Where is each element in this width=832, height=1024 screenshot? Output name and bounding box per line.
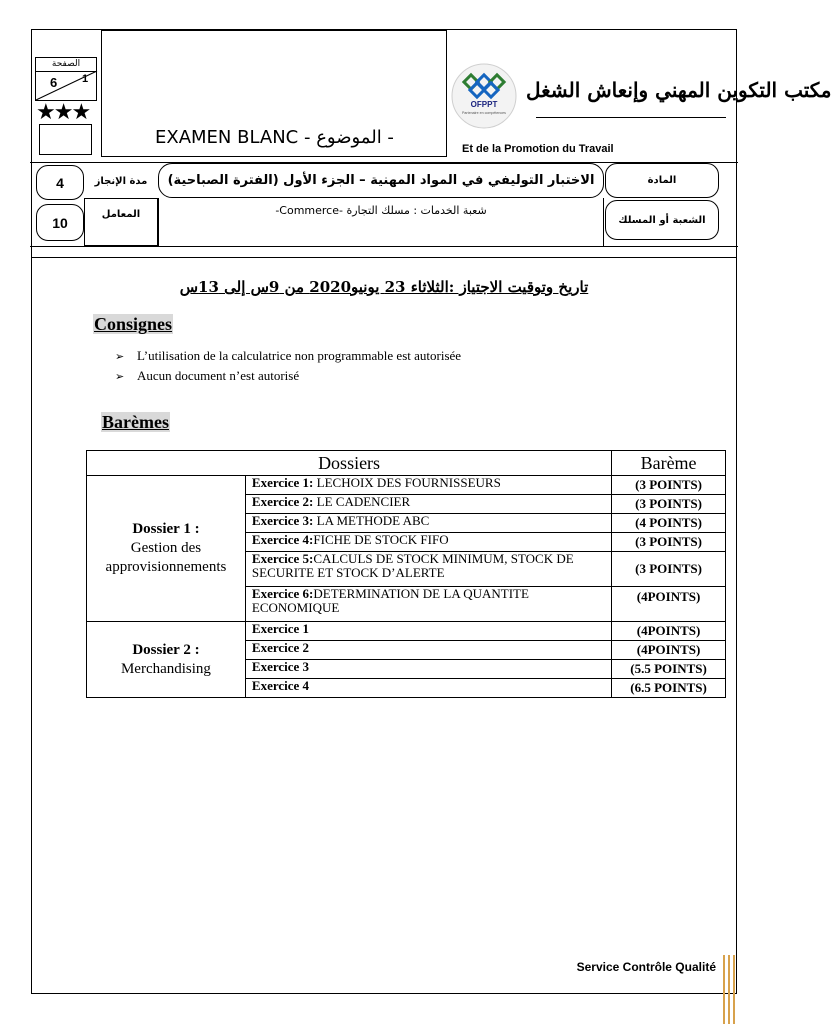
subject-value-box: [158, 163, 604, 198]
dossier-2-cell: [87, 622, 246, 698]
bareme-table: [86, 450, 726, 698]
exercise-label: Exercice 6:: [251, 586, 314, 601]
exercise-text: FICHE DE STOCK FIFO: [313, 532, 449, 547]
table-row: [87, 622, 726, 641]
consigne-text-2: Aucun document n’est autorisé: [137, 368, 300, 383]
branch-label: الشعبة أو المسلك: [605, 200, 719, 240]
exercise-label: Exercice 3:: [251, 513, 314, 528]
points-cell: (4POINTS): [612, 641, 726, 660]
exercise-text: LECHOIX DES FOURNISSEURS: [313, 475, 501, 490]
exercise-cell: [245, 587, 611, 622]
coefficient-value: 10: [36, 204, 84, 241]
col-dossiers: Dossiers: [87, 451, 612, 476]
org-name-french: Et de la Promotion du Travail: [462, 143, 614, 155]
org-name-arabic: مكتب التكوين المهني وإنعاش الشغل: [526, 78, 832, 102]
baremes-heading-wrap: [101, 412, 170, 433]
exercise-label: Exercice 5:: [251, 551, 314, 566]
blank-box: [39, 124, 92, 155]
consignes-heading: Consignes: [94, 314, 173, 334]
info-bottom-rule: [30, 246, 738, 247]
branch-value: شعبة الخدمات : مسلك التجارة -Commerce-: [275, 204, 487, 217]
org-underline: [536, 117, 726, 118]
exercise-text: LE CADENCIER: [313, 494, 411, 509]
page-label: الصفحة: [36, 58, 96, 72]
consigne-text-1: L’utilisation de la calculatrice non programmable est autorisée: [137, 348, 462, 363]
col-bareme: Barème: [612, 451, 726, 476]
dossier-1-title: Dossier 1 :: [132, 521, 200, 537]
logo-text: OFPPT: [470, 100, 498, 109]
exercise-cell: [245, 641, 611, 660]
dossier-1-cell: [87, 476, 246, 622]
exam-title: EXAMEN BLANC - الموضوع -: [155, 127, 394, 148]
consigne-item-1: [115, 348, 461, 364]
exercise-cell: [245, 660, 611, 679]
ofppt-logo-icon: [451, 63, 517, 129]
points-cell: (4POINTS): [612, 622, 726, 641]
points-cell: (6.5 POINTS): [612, 679, 726, 698]
exercise-label: Exercice 3: [251, 659, 310, 674]
dossier-2-subtitle: Merchandising: [120, 660, 211, 677]
exercise-cell: [245, 622, 611, 641]
duration-value: 4: [36, 165, 84, 200]
points-cell: (3 POINTS): [612, 533, 726, 552]
points-cell: (4 POINTS): [612, 514, 726, 533]
logo-tagline: Partenaire en compétences: [462, 111, 506, 115]
duration-label: مدة الإنجاز: [94, 175, 148, 187]
points-cell: (5.5 POINTS): [612, 660, 726, 679]
page-total: 6: [50, 75, 58, 90]
branch-value-box: [158, 198, 604, 246]
exercise-cell: [245, 495, 611, 514]
exercise-cell: [245, 552, 611, 587]
exercise-text: LA METHODE ABC: [313, 513, 430, 528]
exercise-label: Exercice 2:: [251, 494, 314, 509]
page-divider: [36, 71, 98, 101]
table-row: [87, 476, 726, 495]
arrow-bullet-icon: ➢: [115, 371, 125, 383]
exercise-text: DETERMINATION DE LA QUANTITE ECONOMIQUE: [251, 586, 529, 615]
coefficient-label: المعامل: [101, 208, 141, 220]
exercise-text: CALCULS DE STOCK MINIMUM, STOCK DE SECURITE ET STOCK D’ALERTE: [251, 551, 574, 580]
exercise-label: Exercice 2: [251, 640, 310, 655]
exercise-label: Exercice 4:: [251, 532, 314, 547]
page-number-box: [35, 57, 97, 101]
exercise-label: Exercice 1: [251, 621, 310, 636]
table-header-row: [87, 451, 726, 476]
side-stripe: [733, 955, 735, 1024]
subject-label: المادة: [605, 163, 719, 198]
exercise-label: Exercice 1:: [251, 475, 314, 490]
side-stripe: [728, 955, 730, 1024]
points-cell: (3 POINTS): [612, 476, 726, 495]
exercise-cell: [245, 514, 611, 533]
side-stripe: [723, 955, 725, 1024]
info-bottom-rule-2: [32, 257, 736, 258]
dossier-1-subtitle: Gestion des approvisionnements: [105, 540, 227, 575]
consignes-heading-wrap: [93, 314, 173, 335]
exercise-label: Exercice 4: [251, 678, 310, 693]
consigne-item-2: [115, 368, 299, 384]
points-cell: (3 POINTS): [612, 495, 726, 514]
arrow-bullet-icon: ➢: [115, 351, 125, 363]
dossier-2-title: Dossier 2 :: [132, 641, 200, 658]
exam-date-time: تاريخ وتوقيت الاجتياز :الثلاثاء 23 يونيو2020 من 9س إلى 13س: [179, 278, 589, 296]
baremes-heading: Barèmes: [102, 412, 169, 432]
coefficient-cell: [84, 198, 158, 246]
subject-value: الاختبار التوليفي في المواد المهنية – الجزء الأول (الفترة الصباحية): [167, 173, 595, 188]
rating-stars: ★★★: [36, 99, 90, 124]
footer-service: Service Contrôle Qualité: [576, 960, 716, 974]
exercise-cell: [245, 679, 611, 698]
exercise-cell: [245, 476, 611, 495]
exercise-cell: [245, 533, 611, 552]
points-cell: (3 POINTS): [612, 552, 726, 587]
page-current: 1: [82, 73, 89, 85]
points-cell: (4POINTS): [612, 587, 726, 622]
